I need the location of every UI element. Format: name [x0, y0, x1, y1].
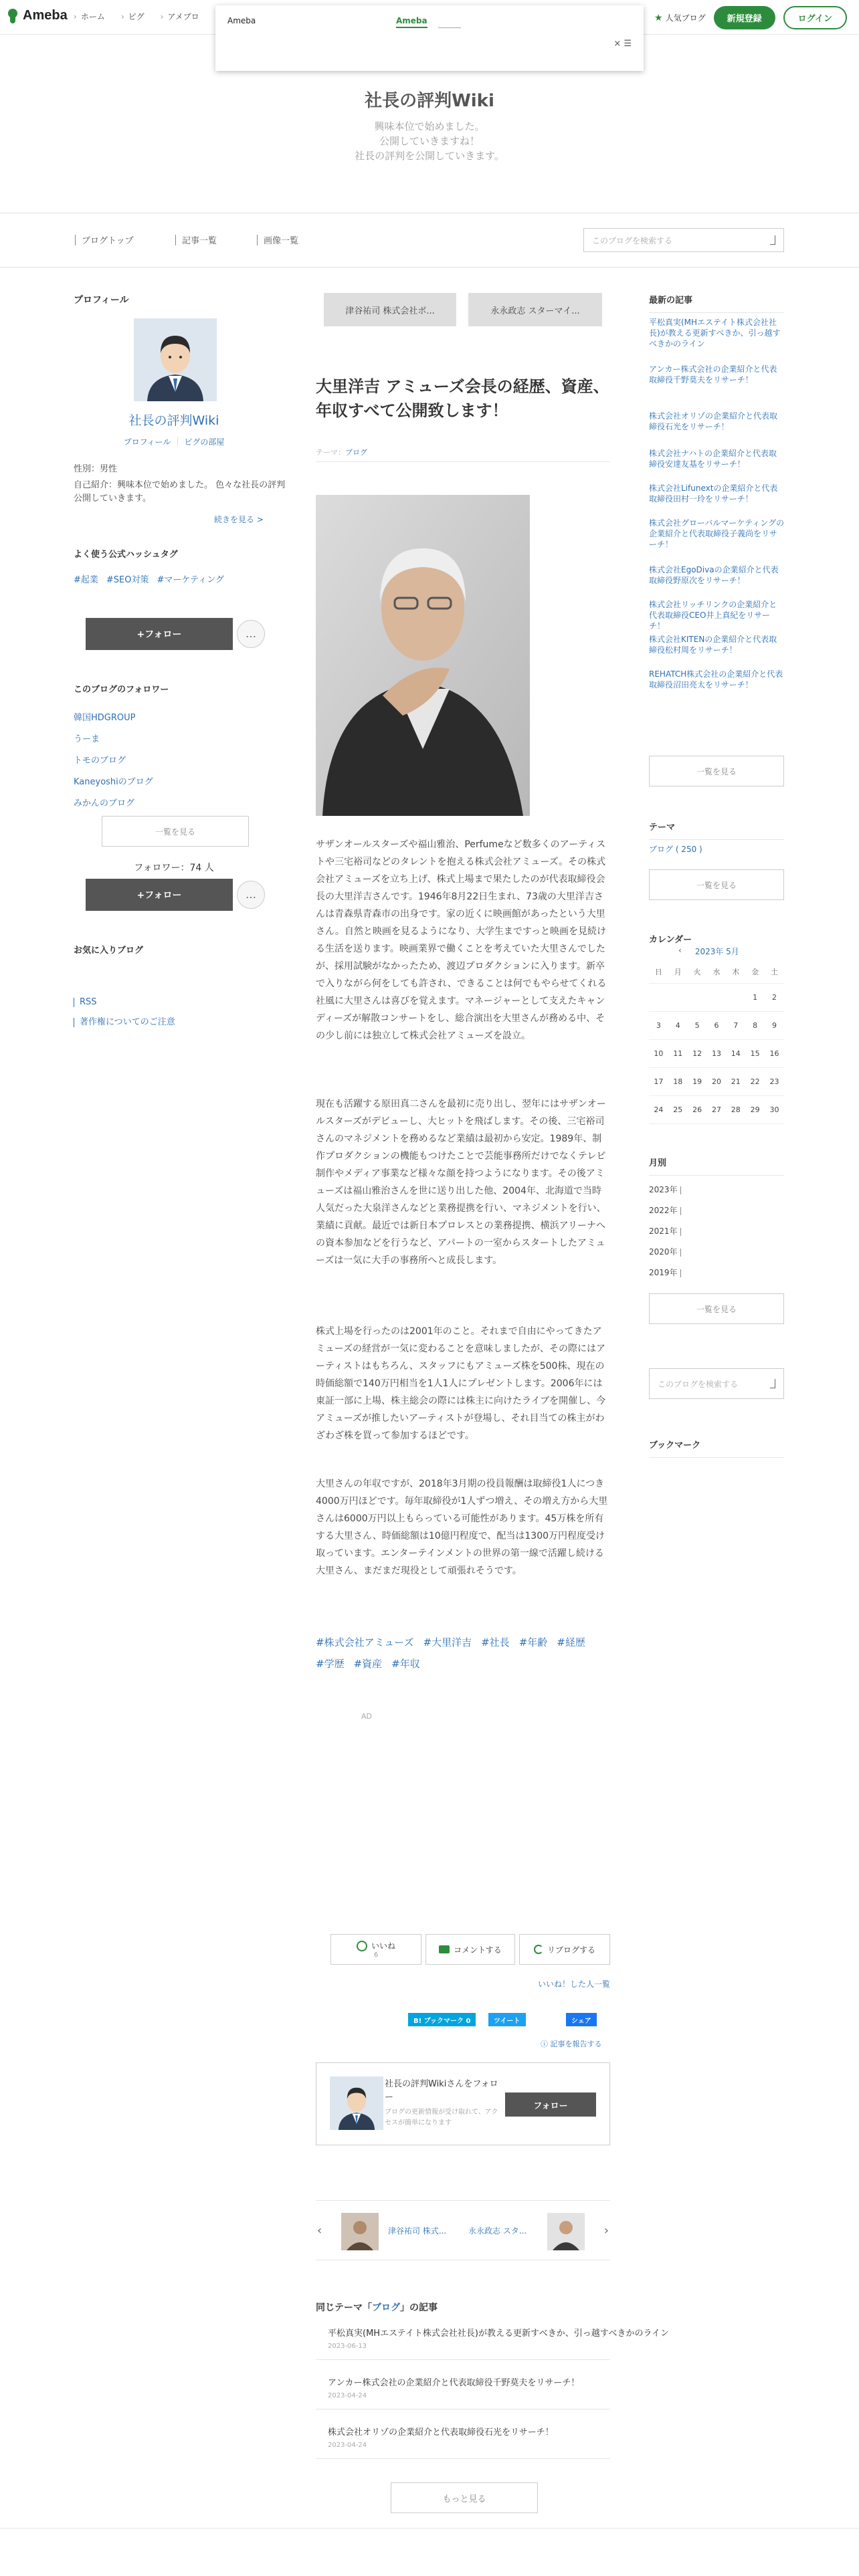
signup-button[interactable]: 新規登録: [714, 6, 775, 29]
blog-nav-articles[interactable]: [175, 233, 217, 246]
tweet-button[interactable]: ツイート: [488, 2013, 526, 2026]
home-icon: [75, 235, 78, 245]
ad-label: AD: [361, 1712, 372, 1721]
likes-list-link[interactable]: いいね！した人一覧: [538, 1979, 611, 1989]
calendar-day: 16: [765, 1039, 784, 1067]
recent-article-link[interactable]: 株式会社ナハトの企業紹介と代表取締役安達友基をリサーチ！: [649, 449, 777, 469]
calendar-day: 24: [649, 1095, 668, 1123]
article-tag[interactable]: #社長: [481, 1636, 510, 1648]
next-article-link[interactable]: 永永政志 スタ...: [468, 2226, 527, 2236]
calendar-day: 29: [745, 1095, 765, 1123]
follower-list: [74, 708, 153, 815]
calendar-day: 27: [707, 1095, 727, 1123]
calendar-day: 18: [668, 1067, 688, 1095]
same-theme-item-title: アンカー株式会社の企業紹介と代表取締役千野莫夫をリサーチ！: [328, 2378, 580, 2388]
same-theme-item-date: 2023-04-24: [328, 2392, 367, 2399]
comment-icon: [439, 1945, 450, 1953]
search-icon[interactable]: [770, 235, 775, 245]
calendar-day: 2: [765, 983, 784, 1011]
next-article-button[interactable]: 永永政志 スターマイ...: [468, 293, 602, 326]
blog-nav-bar: [0, 213, 859, 267]
month-link[interactable]: 2021年: [649, 1221, 684, 1242]
recent-article-link[interactable]: 株式会社EgoDivaの企業紹介と代表取締役野原次をリサーチ！: [649, 565, 779, 585]
global-nav-ameblo[interactable]: › アメブロ: [161, 11, 199, 22]
calendar-grid: [649, 960, 784, 1124]
theme-heading: テーマ: [649, 820, 784, 840]
more-articles-button[interactable]: もっと見る: [391, 2482, 538, 2513]
article-tag[interactable]: #株式会社アミューズ: [316, 1636, 414, 1648]
follow-card-avatar[interactable]: [330, 2076, 383, 2130]
calendar-day: 8: [745, 1011, 765, 1039]
blog-description-line: 興味本位で始めました。: [374, 120, 485, 132]
comment-label: コメントする: [454, 1945, 502, 1955]
like-button[interactable]: [330, 1934, 421, 1965]
article-tag[interactable]: #大里洋吉: [423, 1636, 472, 1648]
theme-link[interactable]: ブログ ( 250 ): [649, 845, 702, 854]
calendar-weekday: 土: [765, 960, 784, 983]
divider: [316, 461, 610, 462]
calendar-day: 5: [688, 1011, 707, 1039]
same-theme-item[interactable]: [316, 2425, 610, 2459]
follow-button[interactable]: +フォロー: [86, 618, 233, 650]
follower-item[interactable]: うーま: [74, 734, 100, 744]
like-count: 6: [373, 1951, 379, 1959]
article-tag[interactable]: #年収: [391, 1658, 420, 1670]
calendar-day: 12: [688, 1039, 707, 1067]
follow-card-button[interactable]: フォロー: [505, 2092, 596, 2117]
follower-item[interactable]: Kaneyoshiのブログ: [74, 777, 153, 787]
popular-blog-link[interactable]: [654, 12, 706, 23]
monthly-list: [649, 1180, 684, 1283]
calendar-day: 3: [649, 1011, 668, 1039]
calendar-weekday: 日: [649, 960, 668, 983]
calendar-day: [726, 983, 745, 1011]
profile-link[interactable]: プロフィール: [123, 437, 171, 447]
footer-divider: [0, 2528, 859, 2529]
month-link[interactable]: 2023年: [649, 1180, 684, 1200]
month-link[interactable]: 2020年: [649, 1242, 684, 1263]
ameba-logo[interactable]: [7, 8, 68, 23]
next-article-thumb[interactable]: [547, 2213, 585, 2250]
same-theme-item[interactable]: [316, 2375, 610, 2409]
calendar-day: [688, 983, 707, 1011]
month-link[interactable]: 2019年: [649, 1263, 684, 1283]
calendar-weekday: 金: [745, 960, 765, 983]
follow-card: [316, 2062, 610, 2145]
favorites-links: [74, 992, 175, 1033]
calendar-day: [668, 983, 688, 1011]
image-icon: [257, 235, 260, 245]
month-link[interactable]: 2022年: [649, 1200, 684, 1221]
calendar-day: 25: [668, 1095, 688, 1123]
hashtags-heading: よく使う公式ハッシュタグ: [74, 550, 178, 560]
popup-brand: Ameba: [227, 16, 256, 25]
like-icon: [357, 1941, 367, 1951]
article-paragraph: サザンオールスターズや福山雅治、Perfumeなど数多くのアーティストや三宅裕司などのタレントを抱える株式会社アミューズ。その株式会社アミューズを立ち上げ、株式上場まで果たしたのが代表取締役会長の大里洋吉さんです。1946年8月22日生まれ、73歳の大里洋吉さんは青森県青森市の出身です。家の近くに映画館があったという大里さん。自然と映画を見るようになり、大学生まですっと映画を見続ける生活を送ります。映画業界で働くことを考えていた大里さんでしたが、採用試験がなかったため、渡辺プロダクションに入ります。新卒で入りながら何をしても許され、できることは何でもやらせてくれる社風に大里さんは喜びを覚えます。マネージャーとして支えたキャンディーズが解散コンサートをし、総合演出を大里さんが務める中、その少し前には独立して株式会社アミューズを設立。: [316, 839, 607, 1041]
recent-article-link[interactable]: アンカー株式会社の企業紹介と代表取締役千野莫夫をリサーチ！: [649, 364, 777, 385]
recent-articles-heading: 最新の記事: [649, 293, 784, 313]
prev-next-nav: [316, 2200, 610, 2260]
same-theme-item[interactable]: [316, 2326, 670, 2360]
theme-link[interactable]: ブログ: [345, 448, 367, 457]
article-paragraph: 現在も活躍する原田真二さんを最初に売り出し、翌年にはサザンオールスターズがデビューし、大ヒットを飛ばします。その後、三宅裕司さんのマネジメントを務めるなど業績は最初から安定。1989年、制作プロダクションの機能もつけたことで芸能事務所だけでなくテレビ制作やメディア事業など様々な顔を持つようになります。その後アミューズは福山雅治さんを世に送り出した他、2004年、北海道で当時人気だった大泉洋さんなどと業務提携を行い、マネジメントを行い、業績に貢献。最近では新日本プロレスとの業務提携、横浜アリーナへの資本参加などを行うなど、アパートの一室からスタートしたアミューズは一気に大手の事務所へと成長します。: [316, 1099, 606, 1266]
blog-description-line: 公開していきますね！: [379, 135, 480, 147]
calendar-weekday: 火: [688, 960, 707, 983]
blog-title[interactable]: 社長の評判Wiki: [365, 91, 494, 111]
chevron-right-icon[interactable]: ›: [603, 2224, 609, 2238]
comment-button[interactable]: [425, 1934, 515, 1965]
same-theme-suffix: 」の記事: [400, 2302, 438, 2313]
calendar-day: [649, 983, 668, 1011]
more-options-button[interactable]: …: [237, 620, 265, 648]
calendar-day: 9: [765, 1011, 784, 1039]
theme-list-button[interactable]: 一覧を見る: [649, 869, 784, 900]
calendar-day: 28: [726, 1095, 745, 1123]
blog-header: [0, 71, 859, 213]
profile-intro: 自己紹介：興味本位で始めました。 色々な社長の評判公開していきます。: [74, 480, 286, 504]
report-article-link[interactable]: [541, 2038, 602, 2049]
popup-controls[interactable]: × ☰: [613, 39, 632, 49]
calendar-prev-icon[interactable]: ‹: [678, 946, 682, 955]
reblog-icon: [534, 1945, 543, 1954]
hashtag-link[interactable]: #SEO対策: [106, 575, 149, 585]
follower-count: フォロワー：74 人: [134, 863, 214, 873]
calendar-day: 17: [649, 1067, 668, 1095]
blog-description-line: 社長の評判を公開していきます。: [355, 150, 504, 162]
profile-links: [74, 436, 274, 447]
calendar-day: 26: [688, 1095, 707, 1123]
login-button[interactable]: ログイン: [783, 6, 847, 29]
article-tag[interactable]: #学歴: [316, 1658, 345, 1670]
calendar-title: [678, 946, 739, 957]
calendar-day: 13: [707, 1039, 727, 1067]
calendar-heading: カレンダー: [649, 935, 692, 945]
header-right: [654, 6, 847, 29]
read-more-link[interactable]: 続きを見る >: [214, 515, 264, 524]
facebook-share-button[interactable]: シェア: [566, 2013, 597, 2026]
popup-tab-empty[interactable]: [438, 16, 461, 28]
thumb-illustration: [547, 2213, 585, 2250]
theme-prefix: テーマ：: [316, 448, 345, 457]
avatar-illustration: [134, 318, 217, 401]
same-theme-item-title: 平松真実(MHエステイト株式会社社長)が教える更新すべきか、引っ越すべきかのライン: [328, 2329, 670, 2339]
calendar-day: 1: [745, 983, 765, 1011]
calendar-day: 22: [745, 1067, 765, 1095]
copyright-link[interactable]: 著作権についてのご注意: [74, 1012, 175, 1033]
article-tag[interactable]: #年齢: [518, 1636, 548, 1648]
report-label: 記事を報告する: [550, 2040, 602, 2048]
followers-heading: このブログのフォロワー: [74, 685, 169, 695]
recent-article-link[interactable]: 株式会社リッチリンクの企業紹介と代表取締役CEO井上真紀をリサーチ！: [649, 600, 777, 631]
recent-article-link[interactable]: 株式会社オリゾの企業紹介と代表取締役石光をリサーチ！: [649, 411, 778, 431]
monthly-list-button[interactable]: 一覧を見る: [649, 1293, 784, 1324]
bookmark-heading: ブックマーク: [649, 1438, 784, 1458]
recent-article-link[interactable]: 株式会社グローバルマーケティングの企業紹介と代表取締役子義尚をリサーチ！: [649, 518, 784, 549]
calendar-day: 19: [688, 1067, 707, 1095]
follow-card-title: 社長の評判Wikiさんをフォロー: [385, 2079, 498, 2103]
list-icon: [175, 235, 178, 245]
ameba-logo-text: Ameba: [23, 8, 68, 23]
same-theme-item-date: 2023-06-13: [328, 2343, 367, 2350]
reblog-label: リブログする: [547, 1945, 595, 1955]
blog-nav-label: 記事一覧: [182, 236, 217, 246]
recent-list-button[interactable]: 一覧を見る: [649, 756, 784, 786]
calendar-day: 15: [745, 1039, 765, 1067]
profile-name[interactable]: 社長の評判Wiki: [128, 413, 219, 428]
blog-search-placeholder: このブログを検索する: [592, 235, 673, 245]
same-theme-heading: [316, 2300, 438, 2314]
calendar-day: [707, 983, 727, 1011]
ameba-popup: [215, 5, 644, 71]
follower-item[interactable]: トモのブログ: [74, 756, 126, 766]
global-nav: [74, 11, 199, 22]
calendar-day: 14: [726, 1039, 745, 1067]
report-icon: ⓘ: [541, 2040, 551, 2048]
search-icon[interactable]: [770, 1379, 775, 1388]
hatena-bookmark-button[interactable]: B! ブックマーク 0: [408, 2013, 476, 2026]
calendar-day: 30: [765, 1095, 784, 1123]
follow-button-secondary[interactable]: +フォロー: [86, 879, 233, 911]
article-paragraph: 株式上場を行ったのは2001年のこと。それまで自由にやってきたアミューズの経営が一気に変わることを意味しましたが、その際にはアーティストはもちろん、スタッフにもアミューズ株を500株、現在の時価総額で140万円相当を1人1人にプレゼントします。2006年には東証一部に上場、株主総会の際には株主に向けたライブを開催し、今アミューズが推したいアーティストが登場し、それ目当ての株主がわざわざ株を買って参加するほどです。: [316, 1326, 606, 1441]
chevron-left-icon[interactable]: ‹: [317, 2224, 322, 2238]
rss-link[interactable]: RSS: [74, 992, 175, 1012]
popup-tab-ameba[interactable]: Ameba: [396, 16, 427, 28]
global-nav-pigg[interactable]: › ピグ: [121, 11, 145, 22]
ameba-logo-icon: [7, 9, 19, 23]
blog-nav-label: ブログトップ: [82, 236, 134, 246]
article-paragraph: 大里さんの年収ですが、2018年3月期の役員報酬は取締役1人につき4000万円ほどです。毎年取締役が1人ずつ増え、その増え方から大里さんは6000万円以上もらっている可能性があります。45万株を所有する大里さん、時価総額は10億円程度で、配当は1300万円程度受け取っています。エンターテインメントの世界の第一線で活躍し続ける大里さん、まだまだ現役として頑張れそうです。: [316, 1479, 608, 1576]
same-theme-name[interactable]: ブログ: [372, 2302, 400, 2313]
article-tag[interactable]: #資産: [353, 1658, 383, 1670]
calendar-day: 21: [726, 1067, 745, 1095]
sidebar-search-input[interactable]: [649, 1368, 784, 1399]
popup-tabs: [396, 16, 461, 28]
article-title[interactable]: 大里洋吉 アミューズ会長の経歴、資産、年収すべて公開致します！: [316, 377, 609, 420]
calendar-weekday: 木: [726, 960, 745, 983]
follower-item[interactable]: 韓国HDGROUP: [74, 713, 136, 723]
same-theme-item-title: 株式会社オリゾの企業紹介と代表取締役石光をリサーチ！: [328, 2428, 554, 2438]
portrait-illustration: [316, 495, 530, 816]
sidebar-search-placeholder: このブログを検索する: [658, 1379, 739, 1389]
blog-nav-images[interactable]: [257, 233, 298, 246]
calendar-weekday: 月: [668, 960, 688, 983]
popular-blog-label: 人気ブログ: [665, 13, 706, 23]
calendar-month-label: 2023年 5月: [694, 947, 739, 956]
pigg-room-link[interactable]: ｜ ピグの部屋: [171, 437, 224, 447]
calendar-day: 7: [726, 1011, 745, 1039]
global-nav-home[interactable]: › ホーム: [74, 11, 105, 22]
hashtag-link[interactable]: #マーケティング: [157, 575, 224, 585]
hashtag-list: [74, 572, 224, 585]
same-theme-prefix: 同じテーマ「: [316, 2302, 372, 2313]
blog-nav-top[interactable]: [75, 233, 134, 246]
follower-item[interactable]: みかんのブログ: [74, 798, 135, 809]
like-label: いいね: [371, 1941, 395, 1951]
article-tag[interactable]: #経歴: [557, 1636, 585, 1648]
recent-article-link[interactable]: 株式会社Lifunextの企業紹介と代表取締役田村一玲をリサーチ！: [649, 484, 778, 504]
same-theme-item-date: 2023-04-24: [328, 2442, 367, 2449]
profile-heading: プロフィール: [74, 295, 129, 306]
profile-avatar[interactable]: [134, 318, 217, 401]
like-row: [357, 1940, 395, 1951]
prev-article-thumb[interactable]: [341, 2213, 379, 2250]
calendar-day: 10: [649, 1039, 668, 1067]
reblog-button[interactable]: [519, 1934, 610, 1965]
article-theme: [316, 447, 367, 457]
article-tags: [316, 1632, 610, 1675]
calendar-weekday: 水: [707, 960, 727, 983]
calendar-day: 6: [707, 1011, 727, 1039]
calendar-day: 23: [765, 1067, 784, 1095]
follow-card-subtext: ブログの更新情報が受け取れて、アクセスが簡単になります: [385, 2109, 498, 2127]
avatar-illustration: [330, 2076, 383, 2130]
calendar-day: 20: [707, 1067, 727, 1095]
followers-list-button[interactable]: 一覧を見る: [102, 816, 249, 847]
article-photo[interactable]: [316, 495, 530, 816]
blog-nav-label: 画像一覧: [264, 236, 299, 246]
more-options-button[interactable]: …: [237, 881, 265, 909]
recent-article-link[interactable]: 平松真実(MHエステイト株式会社社長)が教える更新すべきか、引っ越すべきかのライン: [649, 318, 781, 348]
prev-article-button[interactable]: 津谷祐司 株式会社ボ...: [324, 293, 456, 326]
monthly-heading: 月別: [649, 1156, 784, 1176]
star-icon: ★: [654, 12, 663, 23]
prev-article-link[interactable]: 津谷祐司 株式...: [388, 2226, 447, 2236]
profile-gender: 性別：男性: [74, 464, 118, 474]
favorites-heading: お気に入りブログ: [74, 946, 144, 956]
blog-search-input[interactable]: [583, 228, 784, 252]
calendar-day: 4: [668, 1011, 688, 1039]
recent-article-link[interactable]: 株式会社KITENの企業紹介と代表取締役松村周をリサーチ！: [649, 635, 777, 655]
calendar-day: 11: [668, 1039, 688, 1067]
thumb-illustration: [341, 2213, 379, 2250]
hashtag-link[interactable]: #起業: [74, 575, 98, 585]
recent-article-link[interactable]: REHATCH株式会社の企業紹介と代表取締役沼田亮太をリサーチ！: [649, 669, 783, 689]
